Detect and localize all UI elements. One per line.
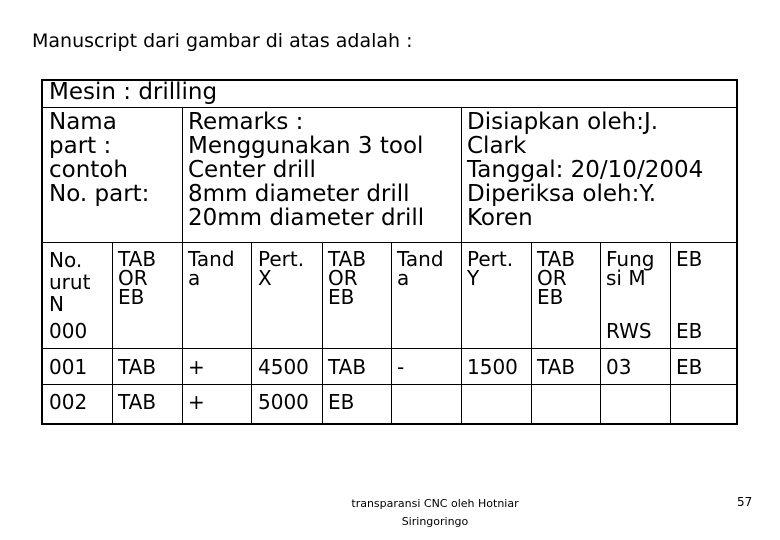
divider-header-col1 <box>182 108 183 242</box>
divider-mesin <box>43 107 736 108</box>
row-001-taboreb-1: TAB <box>118 355 157 379</box>
col-header-taboreb-3: TAB OR EB <box>537 247 576 309</box>
divider-row-001 <box>43 384 736 385</box>
row-001-fungsi-m: 03 <box>606 355 632 379</box>
col-divider-5 <box>391 243 392 423</box>
col-divider-9 <box>670 243 671 423</box>
col-header-no-urut: No. urut N <box>49 248 91 316</box>
col-header-eb: EB <box>676 247 703 271</box>
row-000-fungsi-m: RWS <box>606 319 652 343</box>
part-name-label: Nama part : contoh No. part: <box>49 109 150 207</box>
divider-header <box>43 242 736 243</box>
row-001-pert-y: 1500 <box>467 355 518 379</box>
col-header-tanda-1: Tand a <box>188 247 235 290</box>
col-header-fungsi-m: Fung si M <box>606 247 655 290</box>
row-000-eb: EB <box>676 319 703 343</box>
col-divider-4 <box>322 243 323 423</box>
page-number: 57 <box>737 495 753 509</box>
prepared-by-text: Disiapkan oleh:J. Clark Tanggal: 20/10/2004 Diperiksa oleh:Y. Koren <box>467 109 704 231</box>
col-divider-3 <box>251 243 252 423</box>
col-divider-8 <box>600 243 601 423</box>
row-001-tanda-2: - <box>397 355 405 379</box>
divider-row-000 <box>43 348 736 349</box>
row-001-tanda-1: + <box>188 355 205 379</box>
row-001-eb: EB <box>676 355 703 379</box>
row-002-n: 002 <box>49 390 88 414</box>
row-001-taboreb-3: TAB <box>537 355 576 379</box>
machine-label: Mesin : drilling <box>49 79 218 105</box>
row-001-pert-x: 4500 <box>258 355 309 379</box>
col-header-taboreb-2: TAB OR EB <box>328 247 367 309</box>
remarks-text: Remarks : Menggunakan 3 tool Center drill 8mm diameter drill 20mm diameter drill <box>188 109 425 231</box>
row-002-taboreb-2: EB <box>328 390 355 414</box>
divider-header-col2 <box>461 108 462 242</box>
col-divider-7 <box>531 243 532 423</box>
col-header-tanda-2: Tand a <box>397 247 444 290</box>
col-header-taboreb-1: TAB OR EB <box>118 247 157 309</box>
row-001-n: 001 <box>49 355 88 379</box>
row-002-taboreb-1: TAB <box>118 390 157 414</box>
col-header-pert-x: Pert. X <box>258 247 305 290</box>
footer-credit: transparansi CNC oleh Hotniar Siringoringo <box>351 497 519 528</box>
col-divider-6 <box>461 243 462 423</box>
col-header-pert-y: Pert. Y <box>467 247 514 290</box>
col-divider-2 <box>182 243 183 423</box>
col-divider-1 <box>112 243 113 423</box>
slide-heading: Manuscript dari gambar di atas adalah : <box>32 30 413 52</box>
row-002-tanda-1: + <box>188 390 205 414</box>
row-001-taboreb-2: TAB <box>328 355 367 379</box>
row-000-n: 000 <box>49 319 88 343</box>
row-002-pert-x: 5000 <box>258 390 309 414</box>
